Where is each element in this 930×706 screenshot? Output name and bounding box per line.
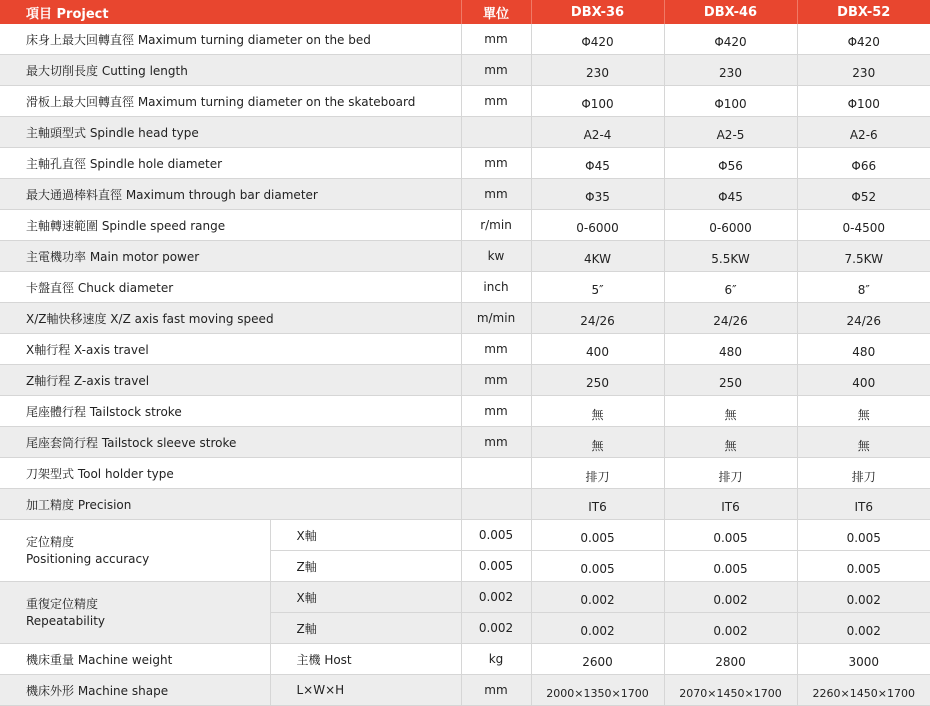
row-unit: mm <box>461 675 531 706</box>
row-unit: m/min <box>461 303 531 334</box>
table-row <box>0 365 930 396</box>
row-value: 480 <box>797 334 930 365</box>
row-value: 無 <box>797 396 930 427</box>
row-value: Φ420 <box>531 24 664 55</box>
row-value: 排刀 <box>664 458 797 489</box>
row-label: 主軸孔直徑 Spindle hole diameter <box>0 148 461 179</box>
table-row <box>0 427 930 458</box>
table-row <box>0 334 930 365</box>
positioning-label-zh: 定位精度 <box>26 534 75 549</box>
row-unit: mm <box>461 396 531 427</box>
row-value: Φ66 <box>797 148 930 179</box>
table-row <box>0 55 930 86</box>
row-value: 0.002 <box>531 582 664 613</box>
row-value: 0.005 <box>664 551 797 582</box>
row-value: 0.002 <box>531 613 664 644</box>
row-unit: inch <box>461 272 531 303</box>
table-row <box>0 396 930 427</box>
row-unit: mm <box>461 55 531 86</box>
row-value: Φ100 <box>531 86 664 117</box>
row-label: 刀架型式 Tool holder type <box>0 458 461 489</box>
row-value: 無 <box>664 427 797 458</box>
row-value: 無 <box>531 396 664 427</box>
row-unit: mm <box>461 427 531 458</box>
table-row <box>0 179 930 210</box>
row-value: 7.5KW <box>797 241 930 272</box>
row-unit: mm <box>461 148 531 179</box>
row-unit: mm <box>461 24 531 55</box>
row-value: 230 <box>664 55 797 86</box>
row-label: X軸行程 X-axis travel <box>0 334 461 365</box>
row-unit: 0.002 <box>461 613 531 644</box>
axis-label: X軸 <box>270 520 461 551</box>
row-value: 2000×1350×1700 <box>531 675 664 706</box>
table-row <box>0 489 930 520</box>
row-value: 250 <box>664 365 797 396</box>
row-value: Φ52 <box>797 179 930 210</box>
row-value: 24/26 <box>797 303 930 334</box>
row-value: 480 <box>664 334 797 365</box>
table-row <box>0 24 930 55</box>
table-row <box>0 117 930 148</box>
row-label: X/Z軸快移速度 X/Z axis fast moving speed <box>0 303 461 334</box>
row-value: 0.005 <box>664 520 797 551</box>
row-value: A2-6 <box>797 117 930 148</box>
row-value: 無 <box>664 396 797 427</box>
row-value: IT6 <box>531 489 664 520</box>
table-row <box>0 458 930 489</box>
row-unit: 0.002 <box>461 582 531 613</box>
header-row <box>0 0 930 24</box>
row-value: 0-4500 <box>797 210 930 241</box>
row-value: 0.002 <box>797 613 930 644</box>
row-unit <box>461 458 531 489</box>
row-unit: kg <box>461 644 531 675</box>
row-unit: mm <box>461 179 531 210</box>
row-value: 24/26 <box>531 303 664 334</box>
repeatability-label-zh: 重復定位精度 <box>26 596 99 611</box>
row-value: 0.005 <box>531 551 664 582</box>
header-project: 項目 Project <box>0 0 461 24</box>
row-label: Z軸行程 Z-axis travel <box>0 365 461 396</box>
table-row <box>0 148 930 179</box>
row-value: 5″ <box>531 272 664 303</box>
row-label: 卡盤直徑 Chuck diameter <box>0 272 461 303</box>
table-row <box>0 210 930 241</box>
row-value: 0.002 <box>664 582 797 613</box>
positioning-label <box>0 520 270 582</box>
table-row <box>0 582 930 613</box>
row-value: 6″ <box>664 272 797 303</box>
row-value: Φ420 <box>797 24 930 55</box>
row-value: 排刀 <box>797 458 930 489</box>
row-value: 無 <box>531 427 664 458</box>
row-label: 滑板上最大回轉直徑 Maximum turning diameter on the skateboard <box>0 86 461 117</box>
row-value: 230 <box>797 55 930 86</box>
row-value: Φ56 <box>664 148 797 179</box>
row-label: 尾座套筒行程 Tailstock sleeve stroke <box>0 427 461 458</box>
row-value: 0.002 <box>797 582 930 613</box>
axis-label: X軸 <box>270 582 461 613</box>
weight-label: 機床重量 Machine weight <box>0 644 270 675</box>
row-value: 0-6000 <box>664 210 797 241</box>
row-value: A2-4 <box>531 117 664 148</box>
row-label: 主電機功率 Main motor power <box>0 241 461 272</box>
shape-sub: L×W×H <box>270 675 461 706</box>
row-value: 0.005 <box>797 520 930 551</box>
repeatability-label <box>0 582 270 644</box>
row-label: 最大通過棒料直徑 Maximum through bar diameter <box>0 179 461 210</box>
row-value: IT6 <box>664 489 797 520</box>
row-value: 2600 <box>531 644 664 675</box>
repeatability-label-en: Repeatability <box>26 613 106 628</box>
row-value: Φ420 <box>664 24 797 55</box>
row-value: Φ100 <box>664 86 797 117</box>
row-label: 尾座體行程 Tailstock stroke <box>0 396 461 427</box>
table-row <box>0 241 930 272</box>
axis-label: Z軸 <box>270 551 461 582</box>
row-unit: 0.005 <box>461 520 531 551</box>
header-model-3: DBX-52 <box>797 0 930 24</box>
row-unit: r/min <box>461 210 531 241</box>
axis-label: Z軸 <box>270 613 461 644</box>
row-value: 250 <box>531 365 664 396</box>
row-label: 床身上最大回轉直徑 Maximum turning diameter on the bed <box>0 24 461 55</box>
row-unit: mm <box>461 365 531 396</box>
table-row <box>0 675 930 706</box>
row-value: 2260×1450×1700 <box>797 675 930 706</box>
header-model-1: DBX-36 <box>531 0 664 24</box>
weight-sub: 主機 Host <box>270 644 461 675</box>
table-row <box>0 303 930 334</box>
row-unit: mm <box>461 86 531 117</box>
table-row <box>0 644 930 675</box>
row-value: Φ45 <box>531 148 664 179</box>
row-unit: 0.005 <box>461 551 531 582</box>
row-unit: kw <box>461 241 531 272</box>
row-value: 230 <box>531 55 664 86</box>
row-value: 4KW <box>531 241 664 272</box>
table-row <box>0 520 930 551</box>
row-value: 排刀 <box>531 458 664 489</box>
row-value: 400 <box>797 365 930 396</box>
row-value: IT6 <box>797 489 930 520</box>
table-row <box>0 272 930 303</box>
row-unit <box>461 489 531 520</box>
row-value: A2-5 <box>664 117 797 148</box>
row-value: 0.002 <box>664 613 797 644</box>
row-label: 主軸頭型式 Spindle head type <box>0 117 461 148</box>
row-value: Φ45 <box>664 179 797 210</box>
row-unit: mm <box>461 334 531 365</box>
row-value: 0.005 <box>531 520 664 551</box>
row-value: 400 <box>531 334 664 365</box>
row-value: 0-6000 <box>531 210 664 241</box>
table-row <box>0 86 930 117</box>
row-value: 3000 <box>797 644 930 675</box>
row-label: 主軸轉速範圍 Spindle speed range <box>0 210 461 241</box>
row-value: Φ35 <box>531 179 664 210</box>
header-unit: 單位 <box>461 0 531 24</box>
row-value: 0.005 <box>797 551 930 582</box>
row-value: 8″ <box>797 272 930 303</box>
row-value: 5.5KW <box>664 241 797 272</box>
positioning-label-en: Positioning accuracy <box>26 551 150 566</box>
row-value: 無 <box>797 427 930 458</box>
row-value: Φ100 <box>797 86 930 117</box>
row-value: 2070×1450×1700 <box>664 675 797 706</box>
row-unit <box>461 117 531 148</box>
row-value: 2800 <box>664 644 797 675</box>
row-value: 24/26 <box>664 303 797 334</box>
row-label: 最大切削長度 Cutting length <box>0 55 461 86</box>
row-label: 加工精度 Precision <box>0 489 461 520</box>
shape-label: 機床外形 Machine shape <box>0 675 270 706</box>
header-model-2: DBX-46 <box>664 0 797 24</box>
